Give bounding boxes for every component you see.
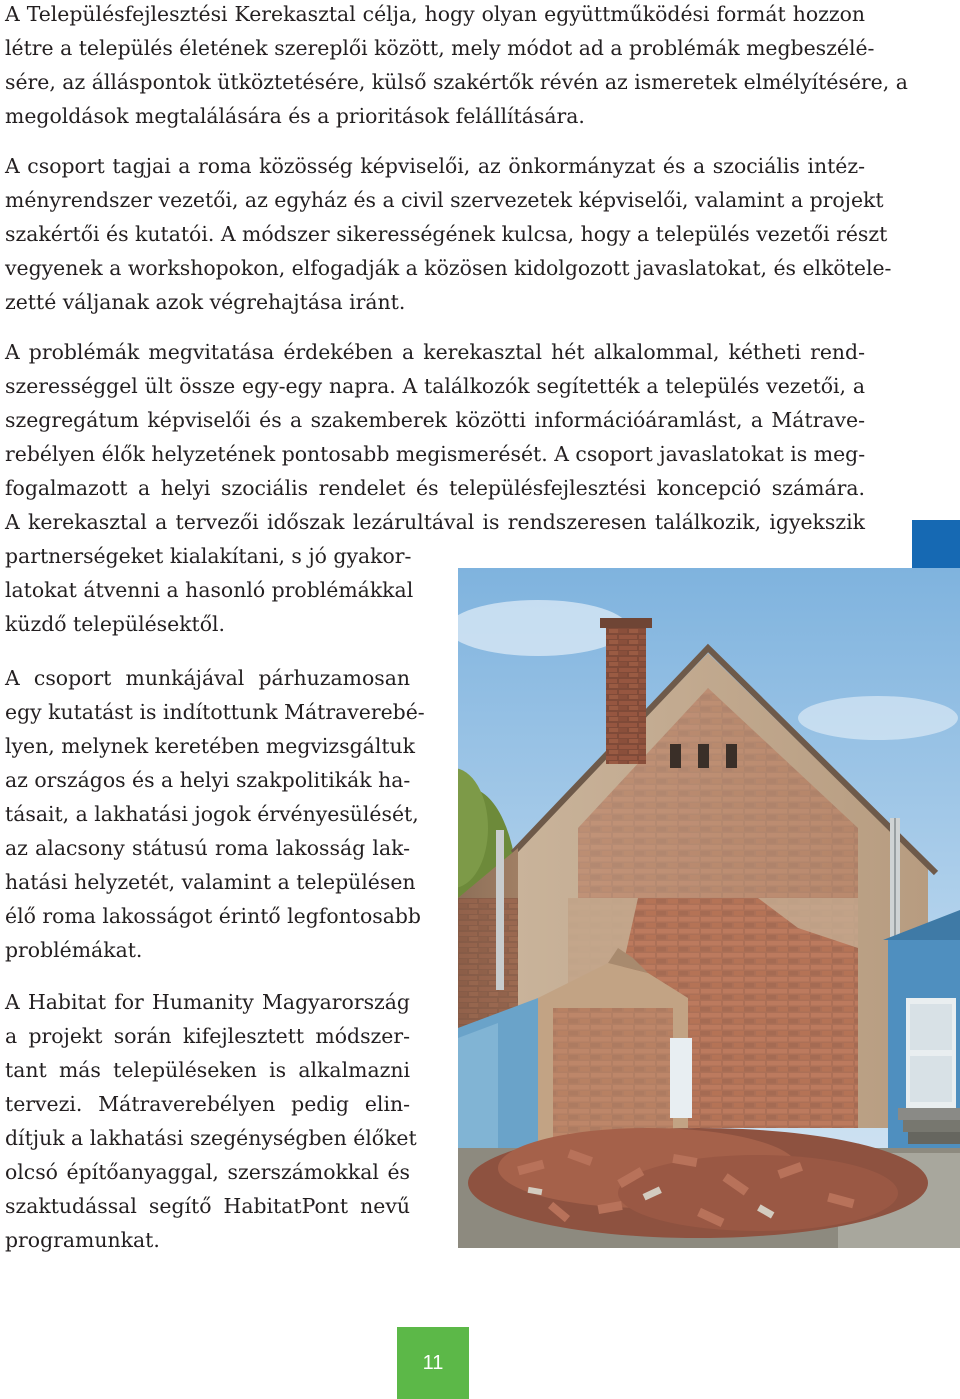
paragraph-discussion-meetings-continued	[5, 539, 414, 641]
photo-dilapidated-house	[458, 568, 960, 1248]
text-line: megoldások megtalálására és a prioritások felállítására.	[5, 104, 585, 128]
text-line: élő roma lakosságot érintő legfontosabb	[5, 904, 421, 928]
text-line: szerességgel ült össze egy-egy napra. A találkozók segítették a település vezetői, a	[5, 374, 865, 398]
text-line: egy kutatást is indítottunk Mátraverebé-	[5, 700, 425, 724]
text-line: problémákat.	[5, 938, 143, 962]
text-line: olcsó építőanyaggal, szerszámokkal és	[5, 1160, 410, 1184]
text-line: A csoport tagjai a roma közösség képviselői, az önkormányzat és a szociális intéz-	[5, 154, 865, 178]
text-line: szegregátum képviselői és a szakemberek közötti információáramlást, a Mátrave-	[5, 408, 865, 432]
text-line: szaktudással segítő HabitatPont nevű	[5, 1194, 410, 1218]
text-line: programunkat.	[5, 1228, 160, 1252]
page-number: 11	[397, 1327, 469, 1399]
text-line: A Habitat for Humanity Magyarország	[5, 990, 410, 1014]
text-line: létre a település életének szereplői között, mely módot ad a problémák megbeszélé-	[5, 36, 875, 60]
text-line: tervezi. Mátraverebélyen pedig elin-	[5, 1092, 410, 1116]
text-line: az országos és a helyi szakpolitikák ha-	[5, 768, 411, 792]
text-line: tásait, a lakhatási jogok érvényesülését,	[5, 802, 419, 826]
paragraph-research	[5, 661, 425, 967]
text-line: fogalmazott a helyi szociális rendelet és településfejlesztési koncepció számára.	[5, 476, 865, 500]
paragraph-roundtable-goal	[5, 0, 908, 133]
chapter-side-tab	[912, 520, 960, 568]
text-line: a projekt során kifejlesztett módszer-	[5, 1024, 410, 1048]
text-line: lyen, melynek keretében megvizsgáltuk	[5, 734, 416, 758]
text-line: A problémák megvitatása érdekében a kerekasztal hét alkalommal, kétheti rend-	[5, 340, 865, 364]
text-line: az alacsony státusú roma lakosság lak-	[5, 836, 410, 860]
text-line: szakértői és kutatói. A módszer sikerességének kulcsa, hogy a település vezetői részt	[5, 222, 888, 246]
text-line: tant más településeken is alkalmazni	[5, 1058, 410, 1082]
text-line: dítjuk a lakhatási szegénységben élőket	[5, 1126, 417, 1150]
text-line: hatási helyzetét, valamint a településen	[5, 870, 416, 894]
text-line: ményrendszer vezetői, az egyház és a civil szervezetek képviselői, valamint a projekt	[5, 188, 884, 212]
text-line: A csoport munkájával párhuzamosan	[5, 666, 410, 690]
paragraph-discussion-meetings	[5, 335, 865, 539]
text-line: vegyenek a workshopokon, elfogadják a közösen kidolgozott javaslatokat, és elkötele-	[5, 256, 892, 280]
paragraph-group-members	[5, 149, 892, 319]
text-line: rebélyen élők helyzetének pontosabb megismerését. A csoport javaslatokat is meg-	[5, 442, 866, 466]
text-line: küzdő településektől.	[5, 612, 226, 636]
paragraph-habitat-program	[5, 985, 417, 1257]
text-line: A kerekasztal a tervezői időszak lezárultával is rendszeresen találkozik, igyekszik	[5, 510, 865, 534]
text-line: partnerségeket kialakítani, s jó gyakor-	[5, 544, 412, 568]
text-line: zetté váljanak azok végrehajtása iránt.	[5, 290, 406, 314]
text-line: A Településfejlesztési Kerekasztal célja, hogy olyan együttműködési formát hozzon	[5, 2, 865, 26]
text-line: sére, az álláspontok ütköztetésére, külső szakértők révén az ismeretek elmélyítésére, a	[5, 70, 908, 94]
text-line: latokat átvenni a hasonló problémákkal	[5, 578, 414, 602]
